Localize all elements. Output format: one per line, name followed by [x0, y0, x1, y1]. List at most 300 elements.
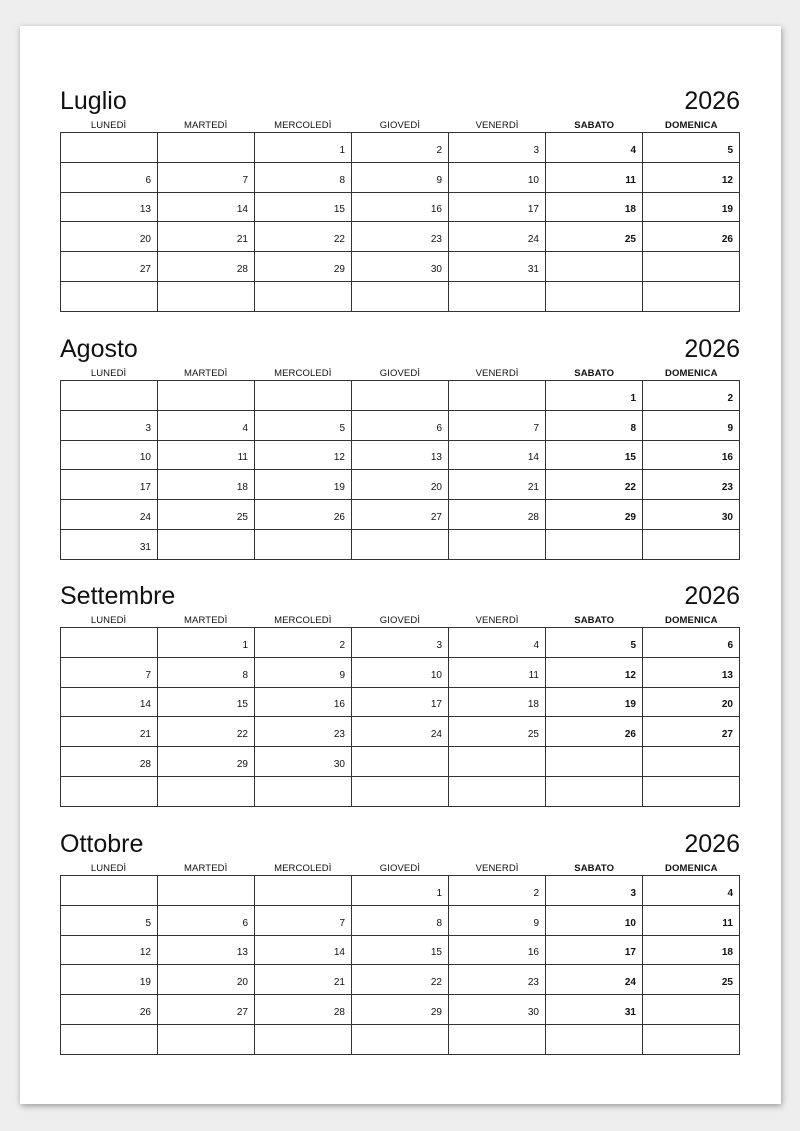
day-number: [158, 800, 254, 806]
day-number: [61, 404, 157, 410]
day-cell: [61, 776, 158, 806]
weekday-label: MARTEDÌ: [184, 368, 228, 379]
day-number: 11: [625, 174, 636, 186]
day-number: [449, 404, 545, 410]
day-number: 23: [333, 729, 345, 741]
day-number: 20: [721, 699, 733, 711]
day-number: 2: [436, 144, 442, 156]
weekday-label: MARTEDÌ: [184, 863, 228, 874]
day-number: 31: [624, 1006, 636, 1018]
day-number: [546, 553, 642, 559]
month-year: 2026: [684, 582, 740, 610]
day-cell: [449, 281, 546, 311]
day-number: 12: [333, 452, 345, 464]
day-cell: [352, 500, 449, 530]
day-cell: [643, 876, 740, 906]
day-number: 30: [333, 758, 345, 770]
month-header: [60, 829, 740, 865]
day-number: 9: [533, 917, 539, 929]
day-cell: [352, 628, 449, 658]
day-cell: [61, 500, 158, 530]
weekday-label: DOMENICA: [665, 120, 718, 131]
day-cell: [158, 747, 255, 777]
day-cell: [61, 470, 158, 500]
day-number: 16: [430, 204, 442, 216]
weekday-label: SABATO: [574, 120, 615, 131]
weekday-label: VENERDÌ: [475, 368, 519, 379]
day-cell: [158, 470, 255, 500]
day-cell: [255, 687, 352, 717]
day-number: 14: [236, 204, 248, 216]
day-cell: [158, 192, 255, 222]
day-cell: [449, 410, 546, 440]
month-grid: [60, 132, 740, 312]
day-cell: [546, 657, 643, 687]
day-cell: [61, 133, 158, 163]
week-row: [61, 162, 740, 192]
week-row: [61, 717, 740, 747]
day-cell: [449, 995, 546, 1025]
day-number: 14: [333, 947, 345, 959]
day-cell: [546, 281, 643, 311]
day-cell: [255, 529, 352, 559]
month-block-agosto: [60, 334, 740, 560]
month-name: Ottobre: [60, 830, 144, 858]
day-number: 18: [624, 204, 636, 216]
day-cell: [449, 905, 546, 935]
day-number: [61, 899, 157, 905]
day-number: 13: [236, 947, 248, 959]
week-row: [61, 281, 740, 311]
day-cell: [255, 281, 352, 311]
day-cell: [643, 935, 740, 965]
week-row: [61, 440, 740, 470]
day-cell: [643, 747, 740, 777]
day-cell: [255, 776, 352, 806]
day-number: 16: [527, 947, 539, 959]
day-cell: [449, 876, 546, 906]
day-number: [158, 899, 254, 905]
day-cell: [61, 717, 158, 747]
day-number: [449, 800, 545, 806]
day-cell: [643, 657, 740, 687]
day-cell: [546, 529, 643, 559]
day-number: 21: [527, 482, 539, 494]
day-number: [643, 305, 739, 311]
day-number: 15: [333, 204, 345, 216]
weekday-label: GIOVEDÌ: [379, 615, 421, 626]
day-cell: [643, 529, 740, 559]
day-number: 16: [333, 699, 345, 711]
day-number: [255, 1048, 351, 1054]
day-number: 30: [721, 511, 733, 523]
day-number: 11: [722, 917, 733, 929]
day-number: 3: [630, 887, 636, 899]
day-cell: [352, 133, 449, 163]
day-number: 18: [527, 699, 539, 711]
day-cell: [449, 162, 546, 192]
day-number: 12: [721, 174, 733, 186]
day-cell: [352, 529, 449, 559]
day-cell: [158, 500, 255, 530]
day-cell: [546, 995, 643, 1025]
weekday-label: SABATO: [574, 368, 615, 379]
day-number: 17: [139, 482, 151, 494]
day-number: 16: [721, 452, 733, 464]
week-row: [61, 935, 740, 965]
day-number: [61, 651, 157, 657]
day-cell: [352, 995, 449, 1025]
month-block-luglio: [60, 86, 740, 312]
day-cell: [255, 252, 352, 282]
day-cell: [643, 222, 740, 252]
day-number: 14: [527, 452, 539, 464]
day-number: 21: [236, 234, 248, 246]
day-number: 2: [339, 639, 345, 651]
day-cell: [61, 281, 158, 311]
day-cell: [158, 440, 255, 470]
day-cell: [449, 252, 546, 282]
day-cell: [158, 252, 255, 282]
day-number: 26: [333, 511, 345, 523]
day-cell: [546, 410, 643, 440]
day-number: 18: [721, 947, 733, 959]
day-cell: [546, 876, 643, 906]
day-number: [255, 899, 351, 905]
week-row: [61, 876, 740, 906]
day-number: 26: [721, 234, 733, 246]
day-number: 22: [236, 729, 248, 741]
month-grid: [60, 627, 740, 807]
weekday-label: SABATO: [574, 863, 615, 874]
day-number: 3: [533, 144, 539, 156]
day-cell: [546, 905, 643, 935]
day-number: 29: [430, 1006, 442, 1018]
day-number: 26: [139, 1006, 151, 1018]
day-cell: [158, 162, 255, 192]
month-name: Agosto: [60, 335, 138, 363]
day-cell: [352, 381, 449, 411]
day-number: 28: [527, 511, 539, 523]
month-block-ottobre: [60, 829, 740, 1055]
day-number: [352, 800, 448, 806]
week-row: [61, 500, 740, 530]
day-cell: [158, 529, 255, 559]
day-cell: [158, 410, 255, 440]
day-number: 7: [339, 917, 345, 929]
day-number: 5: [145, 917, 151, 929]
day-number: 5: [630, 639, 636, 651]
weekday-label: LUNEDÌ: [90, 120, 127, 131]
day-number: 8: [242, 669, 248, 681]
week-row: [61, 747, 740, 777]
day-cell: [352, 776, 449, 806]
day-number: [158, 305, 254, 311]
day-number: 21: [139, 729, 151, 741]
day-number: [352, 404, 448, 410]
day-number: 17: [624, 947, 636, 959]
day-cell: [352, 657, 449, 687]
day-number: 6: [145, 174, 151, 186]
weekday-label: SABATO: [574, 615, 615, 626]
day-cell: [546, 628, 643, 658]
day-cell: [643, 500, 740, 530]
day-cell: [449, 381, 546, 411]
day-cell: [255, 747, 352, 777]
day-number: 10: [430, 669, 442, 681]
day-cell: [352, 717, 449, 747]
week-row: [61, 252, 740, 282]
day-number: 18: [236, 482, 248, 494]
day-cell: [352, 281, 449, 311]
day-number: 10: [139, 452, 151, 464]
weekday-label: GIOVEDÌ: [379, 368, 421, 379]
day-cell: [61, 965, 158, 995]
weekday-label: LUNEDÌ: [90, 368, 127, 379]
weekday-label: MERCOLEDÌ: [274, 615, 332, 626]
day-cell: [255, 500, 352, 530]
day-cell: [255, 381, 352, 411]
day-cell: [255, 628, 352, 658]
month-header: [60, 334, 740, 370]
day-number: 2: [533, 887, 539, 899]
day-cell: [61, 1024, 158, 1054]
day-number: 15: [624, 452, 636, 464]
month-year: 2026: [684, 830, 740, 858]
day-number: 25: [236, 511, 248, 523]
day-number: 22: [333, 234, 345, 246]
day-cell: [255, 965, 352, 995]
day-number: [643, 770, 739, 776]
day-cell: [546, 222, 643, 252]
day-number: 8: [630, 422, 636, 434]
day-cell: [61, 628, 158, 658]
month-year: 2026: [684, 87, 740, 115]
day-number: 15: [430, 947, 442, 959]
week-row: [61, 1024, 740, 1054]
month-grid: [60, 380, 740, 560]
day-number: 11: [528, 669, 539, 681]
day-number: 19: [139, 977, 151, 989]
day-cell: [158, 776, 255, 806]
week-row: [61, 687, 740, 717]
week-row: [61, 470, 740, 500]
day-cell: [352, 410, 449, 440]
day-number: 9: [727, 422, 733, 434]
weekday-label: VENERDÌ: [475, 615, 519, 626]
day-cell: [352, 222, 449, 252]
day-number: 14: [139, 699, 151, 711]
month-grid: [60, 875, 740, 1055]
day-number: 3: [436, 639, 442, 651]
day-cell: [61, 687, 158, 717]
day-cell: [643, 410, 740, 440]
day-cell: [449, 222, 546, 252]
day-cell: [546, 717, 643, 747]
day-cell: [546, 440, 643, 470]
day-cell: [352, 876, 449, 906]
day-number: 26: [624, 729, 636, 741]
day-cell: [546, 935, 643, 965]
day-number: 7: [145, 669, 151, 681]
day-number: [61, 1048, 157, 1054]
day-cell: [643, 776, 740, 806]
day-cell: [352, 935, 449, 965]
day-cell: [158, 381, 255, 411]
day-cell: [158, 717, 255, 747]
day-number: 23: [527, 977, 539, 989]
day-cell: [643, 162, 740, 192]
day-cell: [352, 192, 449, 222]
day-cell: [449, 440, 546, 470]
day-number: [255, 553, 351, 559]
day-number: 27: [721, 729, 733, 741]
day-cell: [449, 935, 546, 965]
day-cell: [158, 995, 255, 1025]
day-number: 27: [236, 1006, 248, 1018]
week-row: [61, 222, 740, 252]
day-cell: [546, 687, 643, 717]
day-number: [449, 770, 545, 776]
day-number: 12: [624, 669, 636, 681]
day-number: 1: [242, 639, 248, 651]
day-number: [546, 800, 642, 806]
day-cell: [255, 995, 352, 1025]
day-number: [546, 1048, 642, 1054]
day-number: [255, 305, 351, 311]
day-number: [352, 553, 448, 559]
day-cell: [449, 776, 546, 806]
day-number: 11: [237, 452, 248, 464]
day-cell: [546, 500, 643, 530]
day-number: 9: [339, 669, 345, 681]
day-cell: [255, 410, 352, 440]
day-cell: [255, 876, 352, 906]
day-cell: [643, 995, 740, 1025]
day-number: 27: [139, 263, 151, 275]
weekday-label: MERCOLEDÌ: [274, 863, 332, 874]
day-cell: [255, 1024, 352, 1054]
day-cell: [158, 965, 255, 995]
day-cell: [255, 657, 352, 687]
day-cell: [352, 162, 449, 192]
month-name: Luglio: [60, 87, 127, 115]
day-cell: [449, 965, 546, 995]
day-cell: [61, 440, 158, 470]
day-cell: [61, 905, 158, 935]
day-number: 4: [727, 887, 733, 899]
day-number: 30: [430, 263, 442, 275]
day-number: 20: [430, 482, 442, 494]
day-cell: [449, 500, 546, 530]
day-cell: [546, 965, 643, 995]
month-name: Settembre: [60, 582, 176, 610]
weekday-label: MARTEDÌ: [184, 120, 228, 131]
day-cell: [158, 628, 255, 658]
day-number: 1: [436, 887, 442, 899]
day-cell: [546, 747, 643, 777]
month-year: 2026: [684, 335, 740, 363]
day-number: [352, 1048, 448, 1054]
day-number: [449, 305, 545, 311]
day-cell: [61, 410, 158, 440]
day-number: 28: [236, 263, 248, 275]
day-cell: [449, 1024, 546, 1054]
day-number: [158, 553, 254, 559]
day-cell: [61, 935, 158, 965]
day-number: 17: [527, 204, 539, 216]
day-cell: [61, 192, 158, 222]
month-block-settembre: [60, 581, 740, 807]
weekday-label: MERCOLEDÌ: [274, 368, 332, 379]
weekday-label: DOMENICA: [665, 863, 718, 874]
weekday-label: DOMENICA: [665, 368, 718, 379]
day-number: 5: [339, 422, 345, 434]
week-row: [61, 410, 740, 440]
day-cell: [352, 687, 449, 717]
day-number: [352, 770, 448, 776]
day-cell: [643, 133, 740, 163]
day-cell: [158, 657, 255, 687]
day-number: 28: [333, 1006, 345, 1018]
day-number: 1: [339, 144, 345, 156]
day-number: 5: [727, 144, 733, 156]
week-row: [61, 776, 740, 806]
day-number: [643, 1018, 739, 1024]
day-number: 25: [721, 977, 733, 989]
day-cell: [449, 192, 546, 222]
week-row: [61, 905, 740, 935]
day-number: [352, 305, 448, 311]
day-cell: [449, 747, 546, 777]
day-number: 31: [527, 263, 539, 275]
weekday-label: GIOVEDÌ: [379, 120, 421, 131]
day-number: 30: [527, 1006, 539, 1018]
week-row: [61, 529, 740, 559]
day-cell: [449, 470, 546, 500]
day-cell: [643, 1024, 740, 1054]
day-number: 24: [139, 511, 151, 523]
day-cell: [449, 133, 546, 163]
day-cell: [546, 252, 643, 282]
day-cell: [643, 965, 740, 995]
day-cell: [255, 133, 352, 163]
day-cell: [546, 776, 643, 806]
day-cell: [546, 192, 643, 222]
day-cell: [158, 876, 255, 906]
day-cell: [255, 222, 352, 252]
day-number: 19: [333, 482, 345, 494]
day-number: 13: [139, 204, 151, 216]
day-number: 10: [527, 174, 539, 186]
day-number: [61, 156, 157, 162]
day-number: 7: [242, 174, 248, 186]
day-cell: [158, 905, 255, 935]
day-number: 29: [624, 511, 636, 523]
day-number: 9: [436, 174, 442, 186]
day-cell: [352, 747, 449, 777]
weekday-label: VENERDÌ: [475, 863, 519, 874]
day-number: 24: [624, 977, 636, 989]
weekday-label: LUNEDÌ: [90, 615, 127, 626]
day-number: 17: [430, 699, 442, 711]
day-cell: [255, 192, 352, 222]
day-number: 7: [533, 422, 539, 434]
day-cell: [255, 717, 352, 747]
day-number: 19: [721, 204, 733, 216]
day-cell: [352, 440, 449, 470]
day-cell: [255, 935, 352, 965]
